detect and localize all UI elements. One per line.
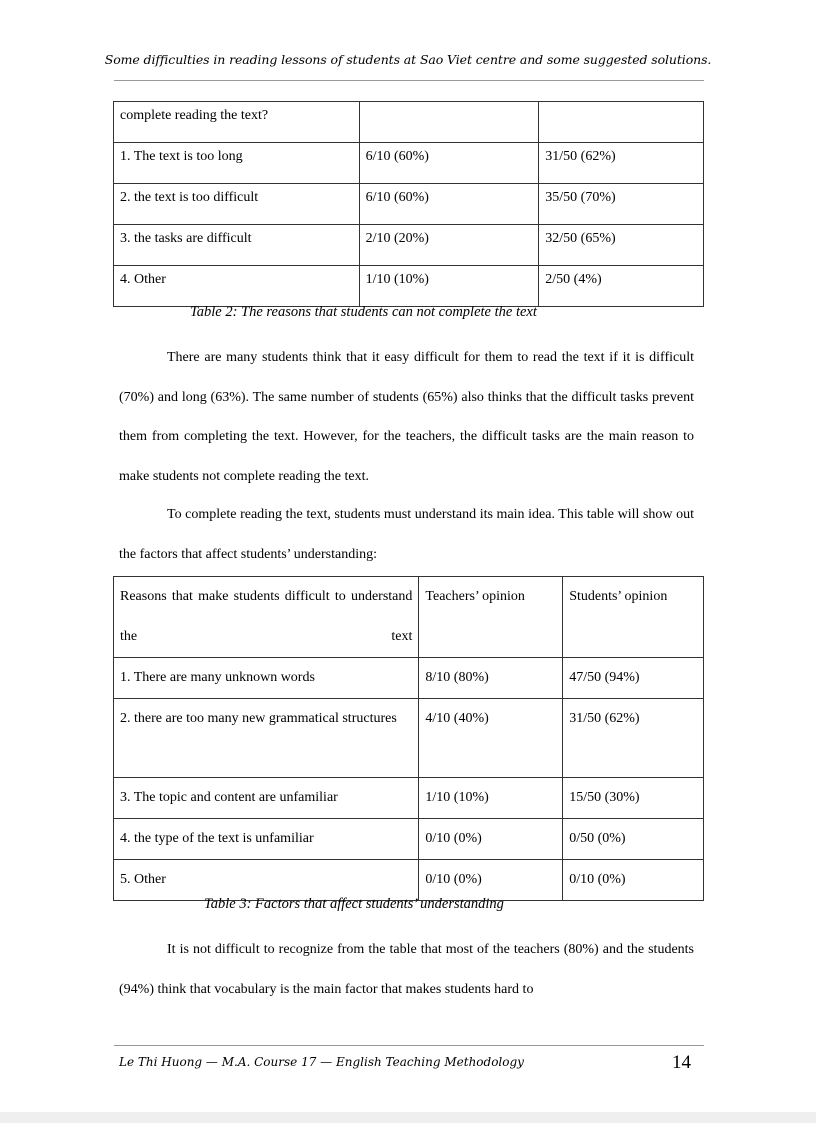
table-cell: 6/10 (60%) — [359, 143, 539, 184]
table-cell: 1/10 (10%) — [419, 778, 563, 819]
table-cell: 3. The topic and content are unfamiliar — [114, 778, 419, 819]
table-header-cell: Students’ opinion — [563, 577, 704, 658]
table-header-row — [114, 577, 704, 658]
table-cell: 4/10 (40%) — [419, 699, 563, 778]
table-cell: 3. the tasks are difficult — [114, 225, 360, 266]
paragraph-text: It is not difficult to recognize from the table that most of the teachers (80%) and the students (94%) think that vocabulary is the main factor that makes students hard to — [119, 942, 694, 997]
table-cell: 0/10 (0%) — [419, 819, 563, 860]
table-cell: 4. the type of the text is unfamiliar — [114, 819, 419, 860]
table-row — [114, 778, 704, 819]
table-cell: complete reading the text? — [114, 102, 360, 143]
table-cell: 5. Other — [114, 860, 419, 901]
table-cell: 47/50 (94%) — [563, 658, 704, 699]
table-row — [114, 143, 704, 184]
table-cell: 15/50 (30%) — [563, 778, 704, 819]
footer-divider — [114, 1045, 704, 1046]
table-row — [114, 184, 704, 225]
table-3 — [113, 576, 704, 901]
table-cell: 1. There are many unknown words — [114, 658, 419, 699]
table-row — [114, 266, 704, 307]
table-row — [114, 699, 704, 778]
table-cell: 0/10 (0%) — [563, 860, 704, 901]
table-cell: 1/10 (10%) — [359, 266, 539, 307]
table-cell: 31/50 (62%) — [539, 143, 704, 184]
table-row — [114, 819, 704, 860]
table-header-cell: Teachers’ opinion — [419, 577, 563, 658]
table-cell: 2/50 (4%) — [539, 266, 704, 307]
table-cell: 31/50 (62%) — [563, 699, 704, 778]
paragraph-2 — [119, 495, 694, 574]
paragraph-3 — [119, 930, 694, 1009]
table-cell: 4. Other — [114, 266, 360, 307]
table-cell: 2/10 (20%) — [359, 225, 539, 266]
table-cell — [359, 102, 539, 143]
table-row — [114, 102, 704, 143]
table-cell: 1. The text is too long — [114, 143, 360, 184]
table-row — [114, 860, 704, 901]
paragraph-text: There are many students think that it easy difficult for them to read the text if it is difficult (70%) and long (63%). The same number of students (65%) also thinks that the difficult tasks prevent them from completing the text. However, for the teachers, the difficult tasks are the main reason to make students not complete reading the text. — [119, 350, 694, 484]
table-row — [114, 225, 704, 266]
table-3-caption: Table 3: Factors that affect students’ understanding — [204, 896, 504, 912]
page-number: 14 — [672, 1052, 691, 1073]
table-2-caption: Table 2: The reasons that students can not complete the text — [190, 304, 537, 320]
table-cell: 2. the text is too difficult — [114, 184, 360, 225]
table-2 — [113, 101, 704, 307]
table-cell: 32/50 (65%) — [539, 225, 704, 266]
footer-author-line: Le Thi Huong — M.A. Course 17 — English Teaching Methodology — [119, 1055, 524, 1069]
running-header: Some difficulties in reading lessons of students at Sao Viet centre and some suggested solutions. — [104, 52, 712, 67]
paragraph-text: To complete reading the text, students must understand its main idea. This table will show out the factors that affect students’ understanding: — [119, 507, 694, 562]
table-header-cell: Reasons that make students difficult to understand the text — [114, 577, 419, 658]
page-edge — [0, 1112, 816, 1123]
header-divider — [114, 80, 704, 81]
table-cell — [539, 102, 704, 143]
table-cell: 0/50 (0%) — [563, 819, 704, 860]
table-cell: 35/50 (70%) — [539, 184, 704, 225]
table-cell: 6/10 (60%) — [359, 184, 539, 225]
table-cell: 0/10 (0%) — [419, 860, 563, 901]
table-cell: 2. there are too many new grammatical structures — [114, 699, 419, 778]
table-row — [114, 658, 704, 699]
table-cell: 8/10 (80%) — [419, 658, 563, 699]
paragraph-1 — [119, 338, 694, 496]
